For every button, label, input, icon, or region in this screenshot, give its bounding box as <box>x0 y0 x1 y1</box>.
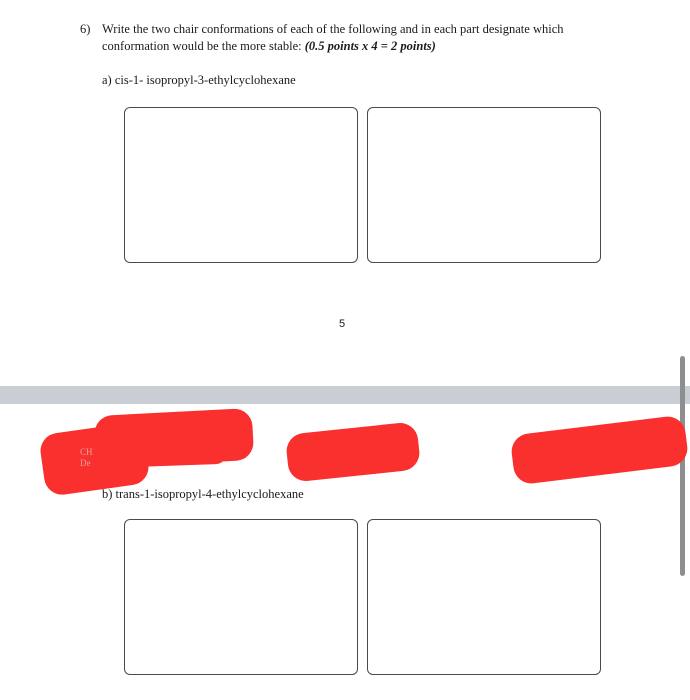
question-text-line1: Write the two chair conformations of each of the following and in each part designate which <box>102 22 564 36</box>
answer-box-b2[interactable] <box>367 519 601 675</box>
question-text-plain: conformation would be the more stable: <box>102 39 305 53</box>
question-text-line2 <box>102 39 436 54</box>
part-a-label: a) cis-1- isopropyl-3-ethylcyclohexane <box>102 73 296 87</box>
redaction-mark-middle <box>285 421 421 483</box>
scrollbar[interactable] <box>680 356 685 576</box>
redaction-mark-right <box>510 415 690 486</box>
page-number: 5 <box>339 318 346 330</box>
answer-box-b1[interactable] <box>124 519 358 675</box>
question-number: 6) <box>80 22 91 36</box>
page-break-gap <box>0 386 690 404</box>
part-b-label: b) trans-1-isopropyl-4-ethylcyclohexane <box>102 487 304 501</box>
question-points: (0.5 points x 4 = 2 points) <box>304 39 436 53</box>
answer-box-a1[interactable] <box>124 107 358 263</box>
answer-box-a2[interactable] <box>367 107 601 263</box>
